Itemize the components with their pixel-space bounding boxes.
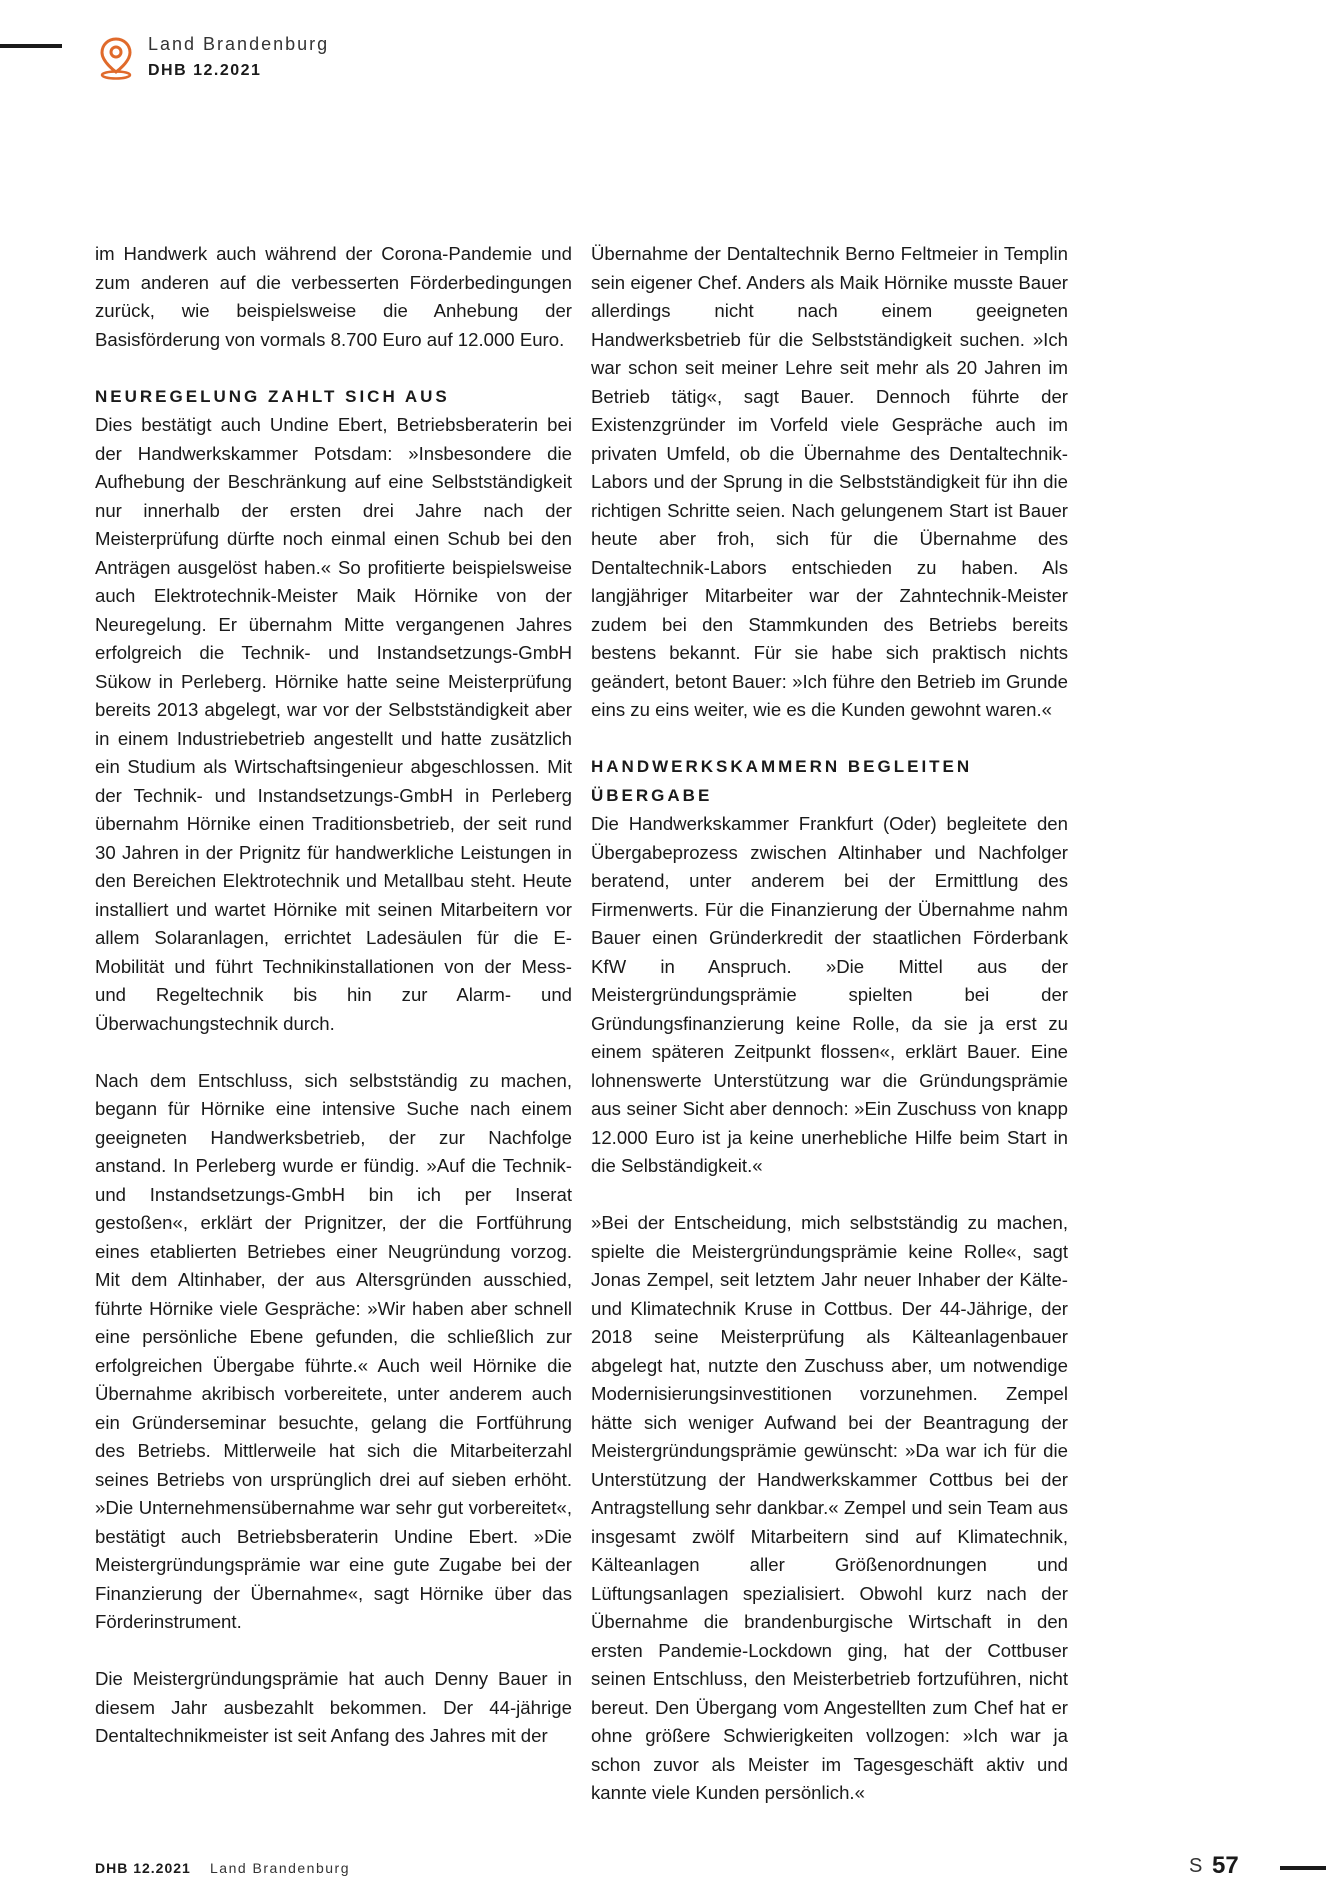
- left-paragraph-4: Die Meistergründungsprämie hat auch Denny Bauer in diesem Jahr ausbezahlt bekommen. Der 44-jährige Dentaltechnikmeister ist seit Anfang des Jahres mit der: [95, 1668, 572, 1746]
- footer-rule: [1280, 1866, 1326, 1870]
- page-label: S: [1189, 1855, 1204, 1877]
- section-heading-handwerkskammern: HANDWERKSKAMMERN BEGLEITEN ÜBERGABE: [591, 757, 973, 805]
- footer-issue: DHB 12.2021: [95, 1860, 191, 1876]
- left-paragraph-3: Nach dem Entschluss, sich selbstständig zu machen, begann für Hörnike eine intensive Suche nach einem geeigneten Handwerksbetrieb, der zur Nachfolge anstand. In Perleberg wurde er fündig. »Auf die Technik- und Instandsetzungs-GmbH bin ich per Inserat gestoßen«, erklärt der Prignitzer, der die Fortführung eines etablierten Betriebes einer Neugründung vorzog. Mit dem Altinhaber, der aus Altersgründen ausschied, führte Hörnike viele Gespräche: »Wir haben aber schnell eine persönliche Ebene gefunden, die schließlich zur erfolgreichen Übergabe führte.« Auch weil Hörnike die Übernahme akribisch vorbereitete, unter anderem auch ein Gründerseminar besuchte, gelang die Fortführung des Betriebs. Mittlerweile hat sich die Mitarbeiterzahl seines Betriebs von ursprünglich drei auf sieben erhöht. »Die Unternehmensübernahme war sehr gut vorbereitet«, bestätigt auch Betriebsberaterin Undine Ebert. »Die Meistergründungsprämie war eine gute Zugabe bei der Finanzierung der Übernahme«, sagt Hörnike über das Förderinstrument.: [95, 1069, 572, 1632]
- page-number: 57: [1212, 1852, 1239, 1879]
- location-pin-icon: [96, 36, 136, 80]
- footer-region: Land Brandenburg: [210, 1860, 350, 1876]
- right-column: [591, 240, 1068, 1808]
- left-column: [95, 240, 572, 1751]
- right-paragraph-1: Übernahme der Dentaltechnik Berno Feltmeier in Templin sein eigener Chef. Anders als Maik Hörnike musste Bauer allerdings nicht nach einem geeigneten Handwerksbetrieb für die Selbstständigkeit suchen. »Ich war schon seit meiner Lehre seit mehr als 20 Jahren im Betrieb tätig«, sagt Bauer. Dennoch führte der Existenzgründer im Vorfeld viele Gespräche auch im privaten Umfeld, ob die Übernahme des Dentaltechnik-Labors und der Sprung in die Selbstständigkeit für ihn die richtigen Schritte seien. Nach gelungenem Start ist Bauer heute aber froh, sich für die Übernahme des Dentaltechnik-Labors entschieden zu haben. Als langjähriger Mitarbeiter war der Zahntechnik-Meister zudem bei den Stammkunden des Betriebs bereits bestens bekannt. Für sie habe sich praktisch nichts geändert, betont Bauer: »Ich führe den Betrieb im Grunde eins zu eins weiter, wie es die Kunden gewohnt waren.«: [591, 243, 1068, 720]
- header-region: Land Brandenburg: [148, 34, 330, 54]
- section-heading-neuregelung: NEUREGELUNG ZAHLT SICH AUS: [95, 386, 450, 406]
- right-paragraph-2: Die Handwerkskammer Frankfurt (Oder) begleitete den Übergabeprozess zwischen Altinhaber und Nachfolger beratend, unter anderem bei der Ermittlung des Firmenwerts. Für die Finanzierung der Übernahme nahm Bauer einen Gründerkredit der staatlichen Förderbank KfW in Anspruch. »Die Mittel aus der Meistergründungsprämie spielten bei der Gründungsfinanzierung keine Rolle, da sie ja erst zu einem späteren Zeitpunkt flossen«, erklärt Bauer. Eine lohnenswerte Unterstützung war die Gründungsprämie aus seiner Sicht aber dennoch: »Ein Zuschuss von knapp 12.000 Euro ist ja keine unerhebliche Hilfe beim Start in die Selbständigkeit.«: [591, 813, 1068, 1176]
- right-paragraph-3: »Bei der Entscheidung, mich selbstständig zu machen, spielte die Meistergründungsprämie keine Rolle«, sagt Jonas Zempel, seit letztem Jahr neuer Inhaber der Kälte- und Klimatechnik Kruse in Cottbus. Der 44-Jährige, der 2018 seine Meisterprüfung als Kälteanlagenbauer abgelegt hat, nutzte den Zuschuss aber, um notwendige Modernisierungsinvestitionen vorzunehmen. Zempel hätte sich weniger Aufwand bei der Beantragung der Meistergründungsprämie gewünscht: »Da war ich für die Unterstützung der Handwerkskammer Cottbus bei der Antragstellung sehr dankbar.« Zempel und sein Team aus insgesamt zwölf Mitarbeitern sind auf Klimatechnik, Kälteanlagen aller Größenordnungen und Lüftungsanlagen spezialisiert. Obwohl kurz nach der Übernahme die brandenburgische Wirtschaft in den ersten Pandemie-Lockdown ging, hat der Cottbuser seinen Entschluss, den Meisterbetrieb fortzuführen, nicht bereut. Den Übergang vom Angestellten zum Chef hat er ohne größere Schwierigkeiten vollzogen: »Ich war ja schon zuvor als Meister im Tagesgeschäft aktiv und kannte viele Kunden persönlich.«: [591, 1212, 1068, 1803]
- header-issue: DHB 12.2021: [148, 62, 262, 79]
- left-paragraph-2: Dies bestätigt auch Undine Ebert, Betriebsberaterin bei der Handwerkskammer Potsdam: »Insbesondere die Aufhebung der Beschränkung auf eine Selbstständigkeit nur innerhalb der ersten drei Jahre nach der Meisterprüfung dürfte noch einmal einen Schub bei den Anträgen ausgelöst haben.« So profitierte beispielsweise auch Elektrotechnik-Meister Maik Hörnike von der Neuregelung. Er übernahm Mitte vergangenen Jahres erfolgreich die Technik- und Instandsetzungs-GmbH Sükow in Perleberg. Hörnike hatte seine Meisterprüfung bereits 2013 abgelegt, war vor der Selbstständigkeit aber in einem Industriebetrieb angestellt und hatte zusätzlich ein Studium als Wirtschaftsingenieur abgeschlossen. Mit der Technik- und Instandsetzungs-GmbH in Perleberg übernahm Hörnike einen Traditionsbetrieb, der seit rund 30 Jahren in der Prignitz für handwerkliche Leistungen in den Bereichen Elektrotechnik und Metallbau steht. Heute installiert und wartet Hörnike mit seinen Mitarbeitern vor allem Solaranlagen, errichtet Ladesäulen für die E-Mobilität und führt Technikinstallationen von der Mess- und Regeltechnik bis hin zur Alarm- und Überwachungstechnik durch.: [95, 414, 572, 1034]
- left-paragraph-1: im Handwerk auch während der Corona-Pandemie und zum anderen auf die verbesserten Förderbedingungen zurück, wie beispielsweise die Anhebung der Basisförderung von vormals 8.700 Euro auf 12.000 Euro.: [95, 243, 572, 350]
- header-rule: [0, 44, 62, 48]
